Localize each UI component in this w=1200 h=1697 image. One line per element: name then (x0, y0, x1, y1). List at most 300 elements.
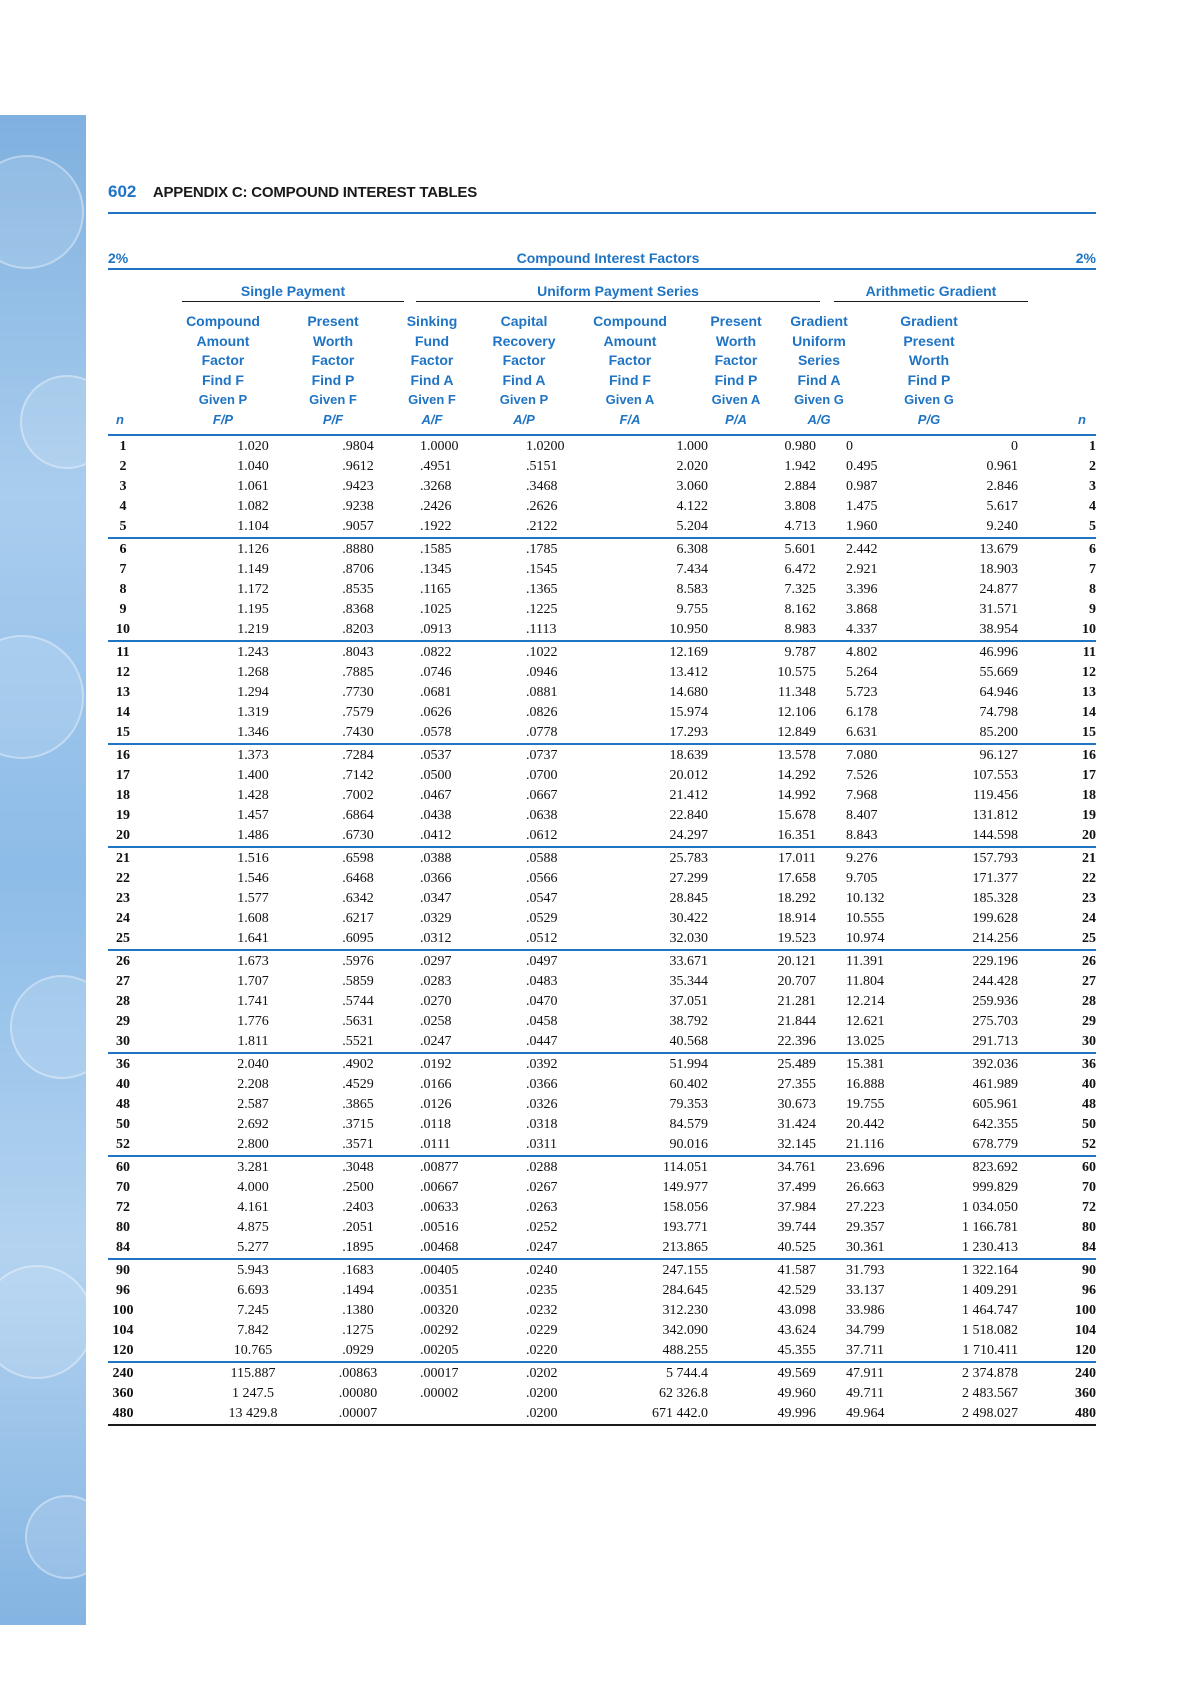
column-find-label: Find F (609, 371, 651, 388)
table-row (108, 1178, 1096, 1198)
pf-value: .8368 (342, 602, 374, 617)
ap-value: .0497 (526, 954, 558, 969)
ap-value: .0700 (526, 768, 558, 783)
af-value: .00205 (420, 1343, 459, 1358)
page-title: APPENDIX C: COMPOUND INTEREST TABLES (152, 184, 478, 201)
af-value: .0500 (420, 768, 452, 783)
af-value: .0412 (420, 828, 452, 843)
pg-value: 642.355 (972, 1117, 1018, 1132)
af-value: .0247 (420, 1034, 452, 1049)
pf-value: .5521 (342, 1034, 374, 1049)
fp-value: 1.577 (237, 891, 269, 906)
ap-value: .1113 (526, 622, 557, 637)
fp-value: 1.741 (237, 994, 269, 1009)
column-header-a-p (468, 312, 580, 429)
table-row (108, 437, 1096, 457)
n-value-right: 5 (1089, 519, 1096, 534)
ap-value: .0247 (526, 1240, 558, 1255)
pg-value: 275.703 (972, 1014, 1018, 1029)
ag-value: 5.723 (846, 685, 878, 700)
af-value: .1025 (420, 602, 452, 617)
table-row (108, 869, 1096, 889)
pf-value: .9804 (342, 439, 374, 454)
ag-value: 12.214 (846, 994, 885, 1009)
column-name-line: Factor (714, 352, 758, 368)
pg-value: 119.456 (973, 788, 1018, 803)
column-abbreviation: F/P (212, 411, 234, 427)
n-value: 52 (116, 1137, 130, 1152)
pg-value: 85.200 (979, 725, 1018, 740)
column-group-row (108, 283, 1096, 303)
pg-value: 823.692 (972, 1160, 1018, 1175)
ag-value: 19.755 (846, 1097, 885, 1112)
pg-value: 74.798 (979, 705, 1018, 720)
n-value: 17 (116, 768, 130, 783)
column-header-p-g (868, 312, 990, 429)
af-value: .0388 (420, 851, 452, 866)
column-find-label: Find P (311, 371, 355, 388)
n-header-left: n (116, 412, 124, 427)
n-value-right: 240 (1075, 1366, 1096, 1381)
pa-value: 8.162 (784, 602, 816, 617)
ag-value: 2.921 (846, 562, 878, 577)
ag-value: 1.960 (846, 519, 878, 534)
pf-value: .7730 (342, 685, 374, 700)
ap-value: .1022 (526, 645, 558, 660)
pf-value: .1380 (342, 1303, 374, 1318)
ag-value: 49.964 (846, 1406, 885, 1421)
fa-value: 21.412 (669, 788, 708, 803)
n-value: 26 (116, 954, 130, 969)
n-value-right: 28 (1082, 994, 1096, 1009)
pf-value: .6598 (342, 851, 374, 866)
n-value-right: 11 (1082, 645, 1096, 660)
n-value: 30 (116, 1034, 130, 1049)
fp-value: 1.400 (237, 768, 269, 783)
af-value: .0258 (420, 1014, 452, 1029)
row-block (108, 539, 1096, 642)
n-value-right: 1 (1089, 439, 1096, 454)
column-headers (108, 312, 1096, 436)
ap-value: .0200 (526, 1406, 558, 1421)
ag-value: 8.843 (846, 828, 878, 843)
af-value: .00877 (420, 1160, 459, 1175)
af-value: .4951 (420, 459, 452, 474)
pa-value: 7.325 (784, 582, 816, 597)
fa-value: 6.308 (676, 542, 708, 557)
column-abbreviation: A/F (421, 411, 443, 427)
fp-value: 1.608 (237, 911, 269, 926)
fa-value: 17.293 (669, 725, 708, 740)
ag-value: 37.711 (846, 1343, 884, 1358)
ag-value: 7.526 (846, 768, 878, 783)
fa-value: 33.671 (669, 954, 708, 969)
pa-value: 21.281 (777, 994, 816, 1009)
pf-value: .5631 (342, 1014, 374, 1029)
pg-value: 244.428 (972, 974, 1018, 989)
af-value: .0347 (420, 891, 452, 906)
coin-decoration (0, 1265, 94, 1379)
fa-value: 15.974 (669, 705, 708, 720)
n-value: 25 (116, 931, 130, 946)
column-name-line: Compound (186, 313, 260, 329)
ag-value: 26.663 (846, 1180, 885, 1195)
pf-value: .7284 (342, 748, 374, 763)
ag-value: 34.799 (846, 1323, 885, 1338)
n-value-right: 100 (1075, 1303, 1096, 1318)
table-row (108, 909, 1096, 929)
fa-value: 114.051 (663, 1160, 708, 1175)
fa-value: 312.230 (662, 1303, 708, 1318)
n-value-right: 25 (1082, 931, 1096, 946)
af-value: .0283 (420, 974, 452, 989)
table-title: Compound Interest Factors (516, 250, 700, 266)
pa-value: 25.489 (777, 1057, 816, 1072)
column-find-label: Find P (907, 371, 951, 388)
fp-value: 1.319 (237, 705, 269, 720)
pf-value: .7002 (342, 788, 374, 803)
fa-value: 90.016 (669, 1137, 708, 1152)
af-value: .00516 (420, 1220, 459, 1235)
n-value: 19 (116, 808, 130, 823)
ap-value: .0200 (526, 1386, 558, 1401)
fa-value: 28.845 (669, 891, 708, 906)
pf-value: .9057 (342, 519, 374, 534)
fp-value: 1.294 (237, 685, 269, 700)
fp-value: 1.219 (237, 622, 269, 637)
row-block (108, 1363, 1096, 1426)
table-row (108, 1075, 1096, 1095)
af-value: .0111 (420, 1137, 451, 1152)
pf-value: .8203 (342, 622, 374, 637)
ap-value: .0470 (526, 994, 558, 1009)
n-value: 90 (116, 1263, 130, 1278)
pa-value: 14.992 (777, 788, 816, 803)
ap-value: .0229 (526, 1323, 558, 1338)
pg-value: 18.903 (979, 562, 1018, 577)
pa-value: 27.355 (777, 1077, 816, 1092)
table-row (108, 600, 1096, 620)
pg-value: 171.377 (972, 871, 1018, 886)
fa-value: 37.051 (669, 994, 708, 1009)
row-block (108, 1260, 1096, 1363)
af-value: .3268 (420, 479, 452, 494)
n-value-right: 360 (1075, 1386, 1096, 1401)
pa-value: 8.983 (784, 622, 816, 637)
n-value-right: 104 (1075, 1323, 1096, 1338)
ap-value: .1785 (526, 542, 558, 557)
pg-value: 229.196 (972, 954, 1018, 969)
ag-value: 0.495 (846, 459, 878, 474)
fa-value: 3.060 (676, 479, 708, 494)
fp-value: 1 247.5 (232, 1386, 274, 1401)
pf-value: .9423 (342, 479, 374, 494)
pg-value: 1 230.413 (962, 1240, 1018, 1255)
pa-value: 1.942 (784, 459, 816, 474)
pg-value: 38.954 (979, 622, 1018, 637)
ag-value: 13.025 (846, 1034, 885, 1049)
column-given-label: Given G (794, 392, 844, 407)
table-row (108, 1198, 1096, 1218)
pf-value: .00080 (338, 1386, 378, 1401)
n-value-right: 480 (1075, 1406, 1096, 1421)
table-row (108, 517, 1096, 537)
pg-value: 5.617 (986, 499, 1018, 514)
fp-value: 1.428 (237, 788, 269, 803)
fp-value: 1.641 (237, 931, 269, 946)
pa-value: 11.348 (778, 685, 816, 700)
n-value-right: 18 (1082, 788, 1096, 803)
af-value: .00320 (420, 1303, 459, 1318)
table-row (108, 889, 1096, 909)
fp-value: 1.673 (237, 954, 269, 969)
n-value-right: 6 (1089, 542, 1096, 557)
pf-value: .1275 (342, 1323, 374, 1338)
column-header-f-p (168, 312, 278, 429)
column-given-label: Given A (711, 392, 761, 407)
fp-value: 10.765 (233, 1343, 273, 1358)
column-find-label: Find P (714, 371, 758, 388)
table-row (108, 1281, 1096, 1301)
table-row (108, 703, 1096, 723)
pf-value: .8043 (342, 645, 374, 660)
n-value-right: 21 (1082, 851, 1096, 866)
pa-value: 42.529 (777, 1283, 816, 1298)
ag-value: 1.475 (846, 499, 878, 514)
ag-value: 10.974 (846, 931, 885, 946)
table-row (108, 1135, 1096, 1155)
pa-value: 15.678 (777, 808, 816, 823)
fa-value: 18.639 (669, 748, 708, 763)
pg-value: 46.996 (979, 645, 1018, 660)
ag-value: 27.223 (846, 1200, 885, 1215)
ap-value: .0447 (526, 1034, 558, 1049)
fp-value: 4.161 (237, 1200, 269, 1215)
fp-value: 1.104 (237, 519, 269, 534)
table-row (108, 992, 1096, 1012)
pf-value: .0929 (342, 1343, 374, 1358)
ap-value: .2626 (526, 499, 558, 514)
n-value-right: 2 (1089, 459, 1096, 474)
column-given-label: Given A (605, 392, 655, 407)
ap-value: .0366 (526, 1077, 558, 1092)
column-header-p-f (283, 312, 383, 429)
row-block (108, 745, 1096, 848)
n-value: 9 (119, 602, 127, 617)
fp-value: 1.516 (237, 851, 269, 866)
pg-value: 1 710.411 (962, 1343, 1018, 1358)
n-value: 28 (116, 994, 130, 1009)
ap-value: .0202 (526, 1366, 558, 1381)
n-value-right: 17 (1082, 768, 1096, 783)
column-name-line: Present (710, 313, 762, 329)
fp-value: 1.373 (237, 748, 269, 763)
n-value-right: 27 (1082, 974, 1096, 989)
fp-value: 2.800 (237, 1137, 269, 1152)
column-name-line: Uniform (792, 332, 846, 349)
n-value-right: 90 (1082, 1263, 1096, 1278)
pa-value: 10.575 (777, 665, 816, 680)
pf-value: .9238 (342, 499, 374, 514)
interest-rate-left: 2% (108, 250, 129, 266)
n-value: 27 (116, 974, 130, 989)
pg-value: 392.036 (972, 1057, 1018, 1072)
column-name-line: Amount (196, 332, 250, 349)
table-row (108, 952, 1096, 972)
fa-value: 7.434 (676, 562, 708, 577)
ag-value: 0.987 (846, 479, 878, 494)
fa-value: 84.579 (669, 1117, 708, 1132)
row-block (108, 436, 1096, 539)
fp-value: 1.195 (237, 602, 269, 617)
ap-value: .0612 (526, 828, 558, 843)
af-value: .0166 (420, 1077, 452, 1092)
table-row (108, 540, 1096, 560)
pf-value: .8880 (342, 542, 374, 557)
pg-value: 9.240 (986, 519, 1018, 534)
pa-value: 34.761 (777, 1160, 816, 1175)
fp-value: 1.082 (237, 499, 269, 514)
pa-value: 39.744 (777, 1220, 816, 1235)
n-value: 40 (116, 1077, 130, 1092)
fa-value: 60.402 (669, 1077, 708, 1092)
ag-value: 9.705 (846, 871, 878, 886)
pf-value: .6217 (342, 911, 374, 926)
pa-value: 12.849 (777, 725, 816, 740)
n-value: 360 (112, 1386, 134, 1401)
pa-value: 31.424 (777, 1117, 816, 1132)
af-value: .0312 (420, 931, 452, 946)
fp-value: 5.277 (237, 1240, 269, 1255)
af-value: .1922 (420, 519, 452, 534)
n-value: 4 (119, 499, 127, 514)
table-row (108, 1115, 1096, 1135)
af-value: .00667 (420, 1180, 459, 1195)
n-value-right: 22 (1082, 871, 1096, 886)
ag-value: 30.361 (846, 1240, 885, 1255)
pg-value: 2 374.878 (962, 1366, 1018, 1381)
fa-value: 79.353 (669, 1097, 708, 1112)
pa-value: 37.499 (777, 1180, 816, 1195)
n-value-right: 12 (1082, 665, 1096, 680)
ap-value: .0737 (526, 748, 558, 763)
table-row (108, 1032, 1096, 1052)
pf-value: .5744 (342, 994, 374, 1009)
n-value-right: 4 (1089, 499, 1096, 514)
n-value-right: 24 (1082, 911, 1096, 926)
fa-value: 13.412 (669, 665, 708, 680)
fa-value: 32.030 (669, 931, 708, 946)
pa-value: 43.624 (777, 1323, 816, 1338)
ap-value: .0458 (526, 1014, 558, 1029)
pf-value: .6095 (342, 931, 374, 946)
fp-value: 2.208 (237, 1077, 269, 1092)
ap-value: 1.0200 (526, 439, 565, 454)
n-value: 80 (116, 1220, 130, 1235)
pg-value: 185.328 (972, 891, 1018, 906)
fa-value: 4.122 (676, 499, 708, 514)
n-value: 6 (119, 542, 127, 557)
column-find-label: Find A (502, 371, 546, 388)
n-value: 120 (112, 1343, 134, 1358)
pg-value: 1 518.082 (962, 1323, 1018, 1338)
column-name-line: Series (797, 352, 841, 368)
fp-value: 4.875 (237, 1220, 269, 1235)
n-value: 20 (116, 828, 130, 843)
n-value-right: 26 (1082, 954, 1096, 969)
ap-value: .0588 (526, 851, 558, 866)
fp-value: 1.126 (237, 542, 269, 557)
table-row (108, 1384, 1096, 1404)
column-abbreviation: A/G (807, 411, 831, 427)
fa-value: 8.583 (676, 582, 708, 597)
fp-value: 1.172 (237, 582, 269, 597)
column-name-line: Factor (201, 352, 245, 368)
n-value: 18 (116, 788, 130, 803)
af-value: .1585 (420, 542, 452, 557)
pa-value: 5.601 (784, 542, 816, 557)
fa-value: 40.568 (669, 1034, 708, 1049)
fp-value: 1.457 (237, 808, 269, 823)
n-value: 480 (112, 1406, 134, 1421)
pa-value: 45.355 (777, 1343, 816, 1358)
fa-value: 14.680 (669, 685, 708, 700)
n-value-right: 52 (1082, 1137, 1096, 1152)
n-value: 104 (112, 1323, 134, 1338)
pg-value: 199.628 (972, 911, 1018, 926)
fa-value: 35.344 (669, 974, 708, 989)
coin-decoration (20, 375, 114, 469)
fp-value: 1.707 (237, 974, 269, 989)
af-value: .0467 (420, 788, 452, 803)
fa-value: 30.422 (669, 911, 708, 926)
pf-value: .6468 (342, 871, 374, 886)
coin-decoration (25, 1495, 109, 1579)
table-row (108, 497, 1096, 517)
pa-value: 40.525 (777, 1240, 816, 1255)
ag-value: 7.080 (846, 748, 878, 763)
column-header-a-f (386, 312, 478, 429)
n-value: 29 (116, 1014, 130, 1029)
table-row (108, 1341, 1096, 1361)
row-block (108, 642, 1096, 745)
n-value-right: 29 (1082, 1014, 1096, 1029)
pf-value: .7430 (342, 725, 374, 740)
row-block (108, 951, 1096, 1054)
pg-value: 96.127 (979, 748, 1018, 763)
decorative-sidebar (0, 115, 86, 1625)
ag-value: 47.911 (846, 1366, 884, 1381)
n-value: 50 (116, 1117, 130, 1132)
table-row (108, 972, 1096, 992)
ap-value: .5151 (526, 459, 558, 474)
fp-value: 1.149 (237, 562, 269, 577)
fp-value: 1.546 (237, 871, 269, 886)
column-name-line: Factor (608, 352, 652, 368)
fp-value: 1.243 (237, 645, 269, 660)
ap-value: .0326 (526, 1097, 558, 1112)
ag-value: 0 (846, 439, 853, 454)
table-title-row (108, 250, 1096, 270)
pf-value: .6730 (342, 828, 374, 843)
pf-value: .6342 (342, 891, 374, 906)
table-row (108, 1364, 1096, 1384)
ag-value: 33.986 (846, 1303, 885, 1318)
table-row (108, 786, 1096, 806)
pf-value: .3571 (342, 1137, 374, 1152)
table-row (108, 1218, 1096, 1238)
fp-value: 1.061 (237, 479, 269, 494)
